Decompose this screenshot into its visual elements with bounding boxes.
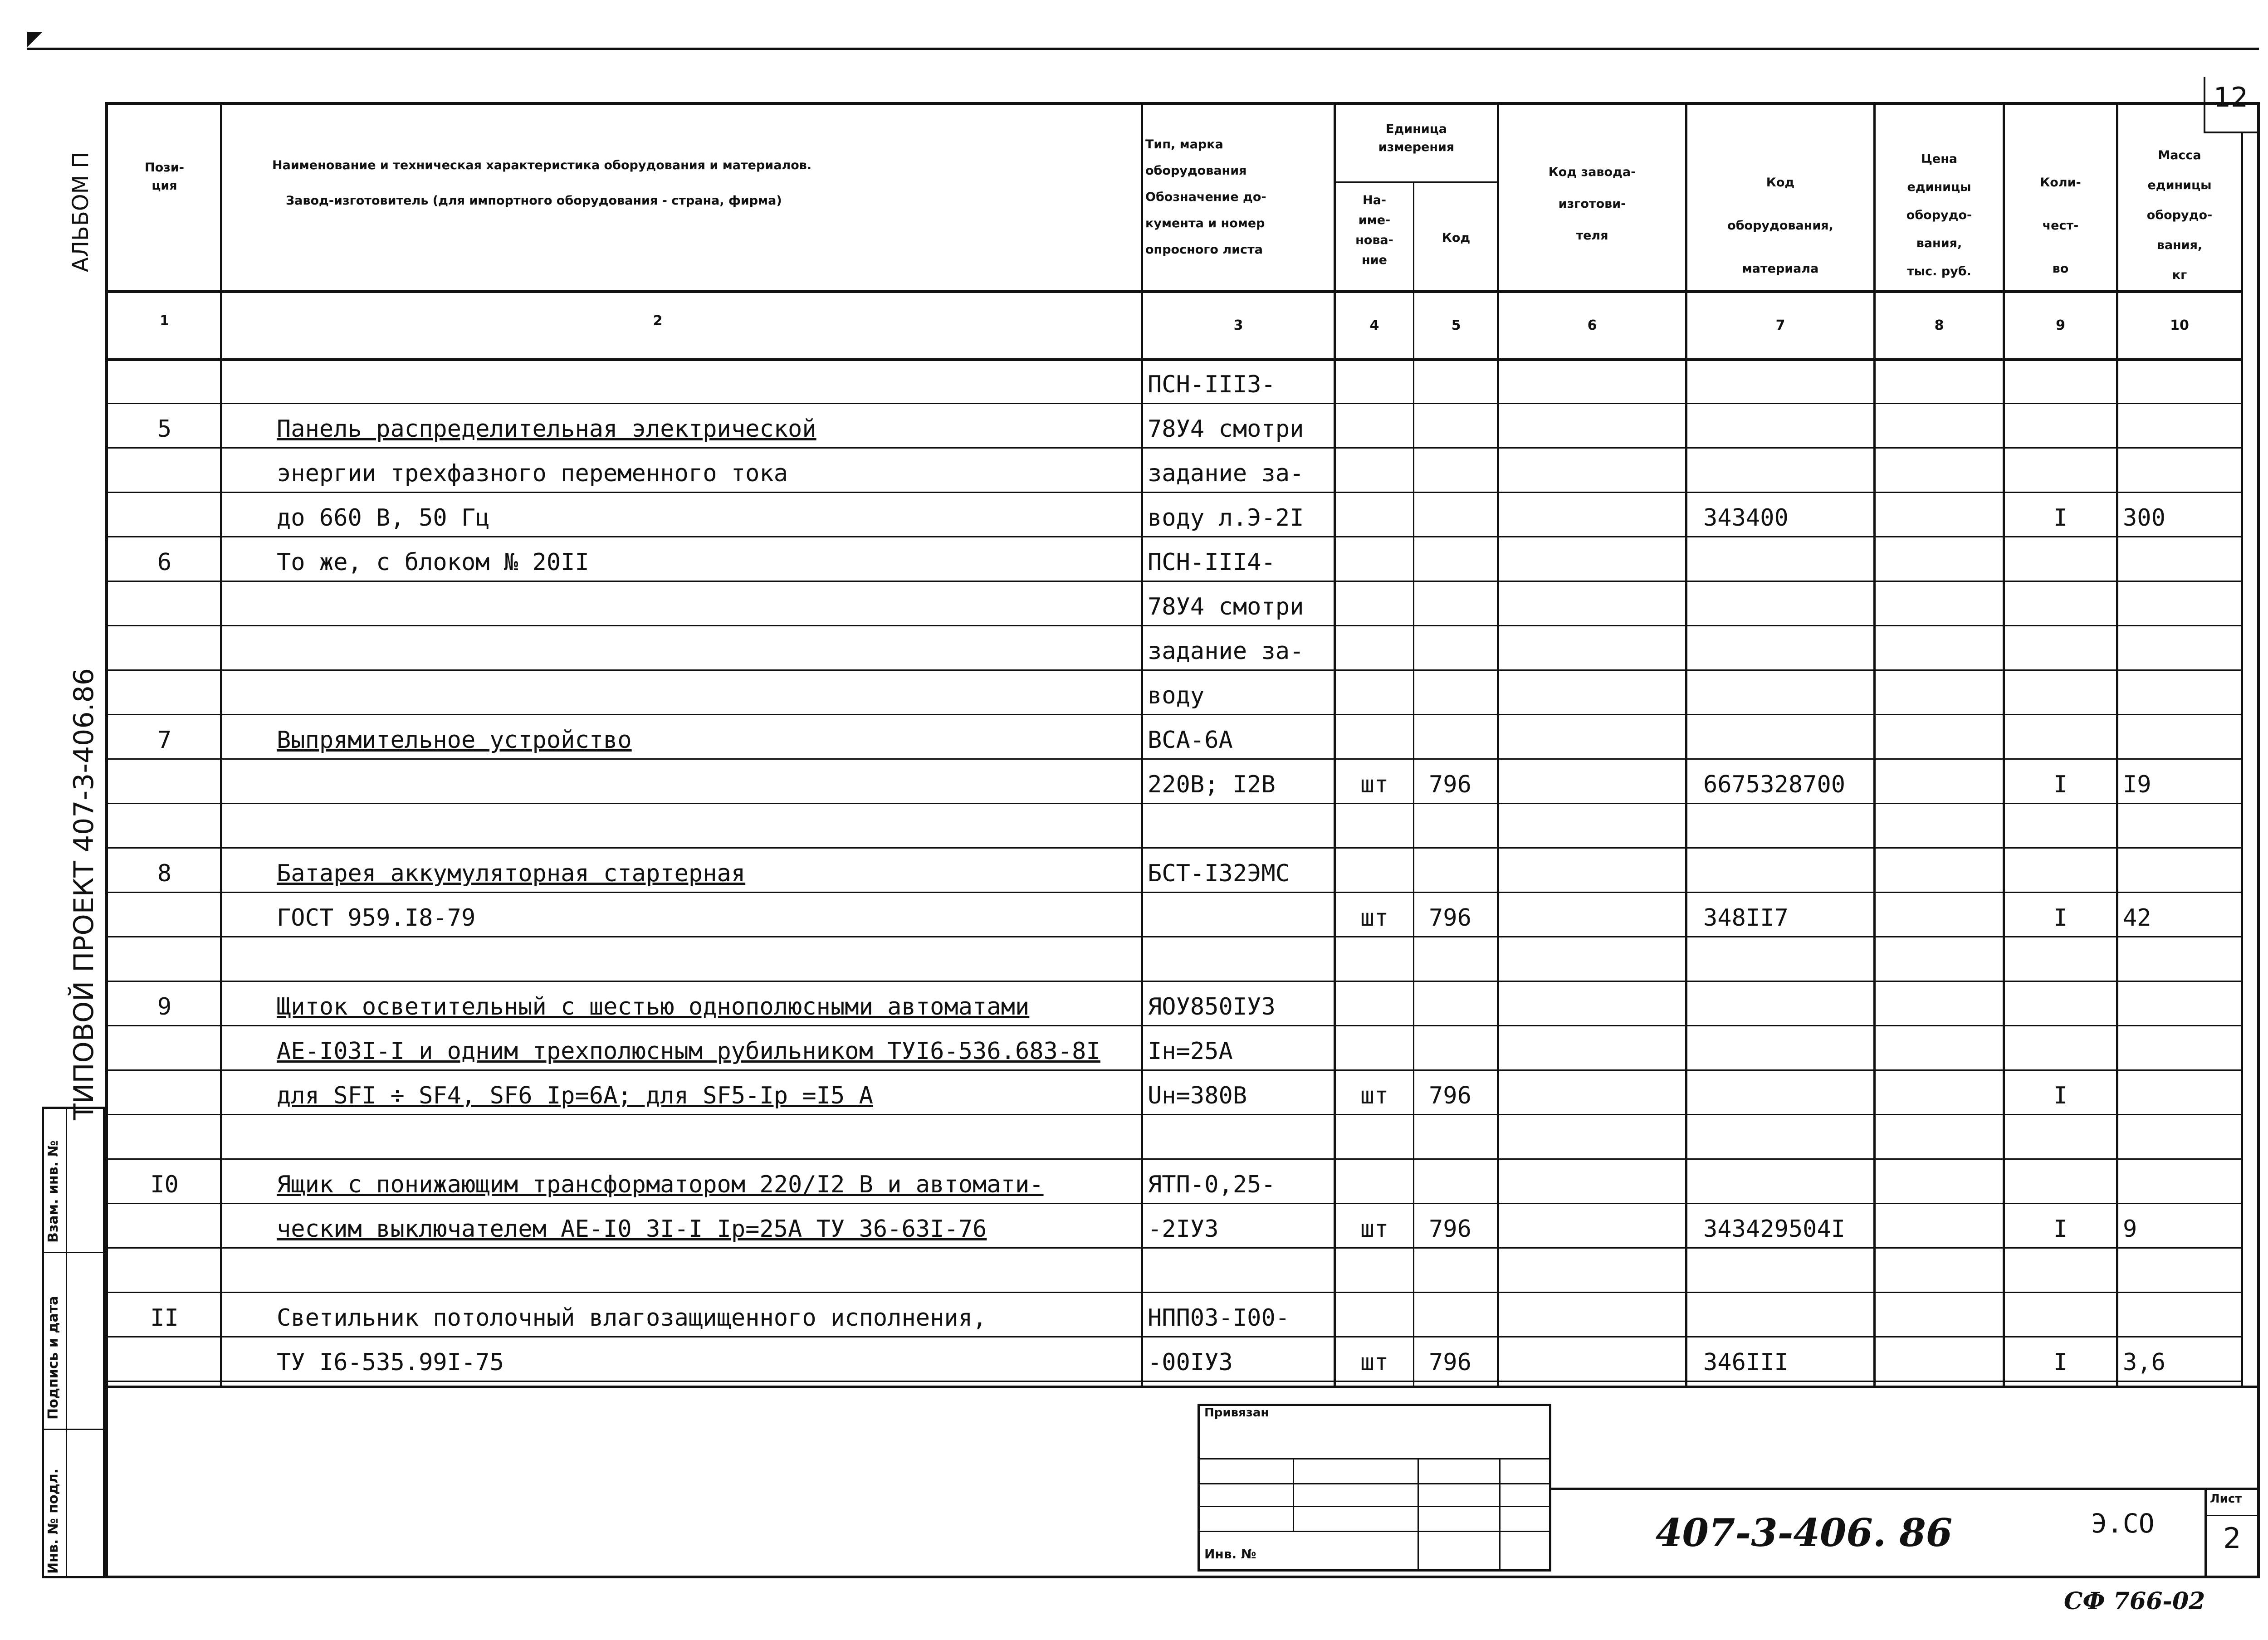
cell-type: воду л.Э-2I <box>1148 504 1304 532</box>
hdr-mass: Масса единицы оборудо- вания, кг <box>2146 148 2213 282</box>
row-line <box>105 1069 2242 1071</box>
hdr-pos: Пози- ция <box>145 161 184 193</box>
cell-type: 220В; I2В <box>1148 771 1276 798</box>
row-line <box>105 892 2242 893</box>
stamp-inv-podl: Инв. № подл. <box>45 1468 61 1574</box>
cell-type: Iн=25А <box>1148 1038 1233 1065</box>
cell-pos: II <box>150 1304 179 1332</box>
doc-code: 407-3-406. 86 <box>1656 1510 1953 1555</box>
cell-type: ЯТП-0,25- <box>1148 1171 1276 1198</box>
cell-type: задание за- <box>1148 460 1304 487</box>
cell-equip: 343400 <box>1703 504 1789 532</box>
cell-name: То же, с блоком № 20II <box>277 549 589 576</box>
cell-qty: I <box>2053 504 2068 532</box>
project-label: ТИПОВОЙ ПРОЕКТ 407-3-406.86 <box>68 668 100 1120</box>
cell-name: Ящик с понижающим трансформатором 220/I2 В и автомати- <box>277 1171 1044 1198</box>
cell-mass: 42 <box>2123 904 2151 932</box>
hdr-type: Тип, марка оборудования Обозначение до- кумента и номер опросного листа <box>1145 137 1266 257</box>
hdr-unit-name: На- име- нова- ние <box>1355 193 1393 267</box>
cell-name: ТУ I6-535.99I-75 <box>277 1349 504 1376</box>
row-line <box>105 669 2242 671</box>
cell-type: -00IУ3 <box>1148 1349 1233 1376</box>
cell-mass: 9 <box>2123 1215 2137 1243</box>
sheet-label: Лист <box>2210 1492 2242 1506</box>
cell-code: 796 <box>1429 771 1471 798</box>
cell-type: 78У4 смотри <box>1148 593 1304 620</box>
row-line <box>105 536 2242 537</box>
cell-pos: 6 <box>157 549 172 576</box>
row-line <box>105 981 2242 982</box>
cell-equip: 348II7 <box>1703 904 1789 932</box>
hdr-unit-code: Код <box>1442 231 1471 245</box>
cell-type: ЯОУ850IУ3 <box>1148 993 1276 1020</box>
sheet-num: 2 <box>2223 1522 2241 1555</box>
cell-qty: I <box>2053 771 2068 798</box>
footer-code: СФ 766-02 <box>2064 1587 2205 1615</box>
cell-type: ПСН-III4- <box>1148 549 1276 576</box>
cell-equip: 346III <box>1703 1349 1789 1376</box>
hdr-equip-code: Код оборудования, материала <box>1727 176 1833 276</box>
row-line <box>105 1025 2242 1026</box>
cell-mass: I9 <box>2123 771 2151 798</box>
cell-unit: шт <box>1360 1082 1389 1109</box>
inv-no-label: Инв. № <box>1204 1547 1256 1562</box>
cell-mass: 300 <box>2123 504 2165 532</box>
cell-type: ВСА-6А <box>1148 727 1233 754</box>
cell-name: АЕ-I03I-I и одним трехполюсным рубильником ТУI6-536.683-8I <box>277 1038 1100 1065</box>
cell-code: 796 <box>1429 904 1471 932</box>
cell-type: ПСН-III3- <box>1148 371 1276 398</box>
cell-name: ГОСТ 959.I8-79 <box>277 904 476 932</box>
album-label: АЛЬБОМ П <box>68 151 93 272</box>
cell-code: 796 <box>1429 1349 1471 1376</box>
row-line <box>105 1158 2242 1160</box>
cell-pos: 7 <box>157 727 172 754</box>
row-line <box>105 847 2242 849</box>
row-line <box>105 1203 2242 1204</box>
cell-name: ческим выключателем АЕ-I0 3I-I Iр=25А ТУ 36-63I-76 <box>277 1215 987 1243</box>
cell-type: БСТ-I32ЭМС <box>1148 860 1290 887</box>
row-line <box>105 803 2242 804</box>
cell-pos: 5 <box>157 415 172 443</box>
top-sheet-number: 12 <box>2213 82 2248 113</box>
cell-equip: 6675328700 <box>1703 771 1846 798</box>
cell-pos: 9 <box>157 993 172 1020</box>
cell-unit: шт <box>1360 771 1389 798</box>
hdr-name: Наименование и техническая характеристика оборудования и материалов. Завод-изготовитель (для импортного оборудования - страна, фирма) <box>272 158 812 208</box>
cell-unit: шт <box>1360 1215 1389 1243</box>
hdr-factory-code: Код завода- изготови- теля <box>1548 165 1636 243</box>
cell-name: до 660 В, 50 Гц <box>277 504 490 532</box>
cell-pos: 8 <box>157 860 172 887</box>
cell-qty: I <box>2053 904 2068 932</box>
cell-unit: шт <box>1360 904 1389 932</box>
row-line <box>105 403 2242 404</box>
cell-type: -2IУ3 <box>1148 1215 1219 1243</box>
cell-qty: I <box>2053 1082 2068 1109</box>
cell-code: 796 <box>1429 1082 1471 1109</box>
cell-type: 78У4 смотри <box>1148 415 1304 443</box>
stamp-vzam: Взам. инв. № <box>45 1140 61 1243</box>
cell-type: НПП03-I00- <box>1148 1304 1290 1332</box>
row-line <box>105 492 2242 493</box>
row-line <box>105 447 2242 449</box>
stamp-podpis: Подпись и дата <box>45 1296 61 1420</box>
hdr-price: Цена единицы оборудо- вания, тыс. руб. <box>1906 152 1972 278</box>
cell-type: Uн=380В <box>1148 1082 1247 1109</box>
row-line <box>105 1381 2242 1382</box>
row-line <box>105 936 2242 937</box>
row-line <box>105 1247 2242 1249</box>
cell-type: воду <box>1148 682 1205 709</box>
cell-pos: I0 <box>150 1171 179 1198</box>
cell-name: энергии трехфазного переменного тока <box>277 460 788 487</box>
row-line <box>105 1336 2242 1337</box>
cell-equip: 343429504I <box>1703 1215 1846 1243</box>
cell-name: Батарея аккумуляторная стартерная <box>277 860 746 887</box>
cell-unit: шт <box>1360 1349 1389 1376</box>
cell-mass: 3,6 <box>2123 1349 2165 1376</box>
corner-mark <box>27 32 43 47</box>
cell-name: Панель распределительная электрической <box>277 415 816 443</box>
cell-qty: I <box>2053 1349 2068 1376</box>
row-line <box>105 758 2242 760</box>
privyazan-label: Привязан <box>1204 1406 1269 1420</box>
row-line <box>105 1114 2242 1115</box>
cell-name: для SFI ÷ SF4, SF6 Iр=6А; для SF5-Iр =I5 А <box>277 1082 873 1109</box>
cell-code: 796 <box>1429 1215 1471 1243</box>
row-line <box>105 625 2242 626</box>
top-border-line <box>27 48 2259 50</box>
row-line <box>105 581 2242 582</box>
row-line <box>105 714 2242 715</box>
cell-name: Щиток осветительный с шестью однополюсными автоматами <box>277 993 1030 1020</box>
cell-name: Светильник потолочный влагозащищенного исполнения, <box>277 1304 987 1332</box>
hdr-qty: Коли- чест- во <box>2040 176 2081 276</box>
cell-name: Выпрямительное устройство <box>277 727 632 754</box>
cell-type: задание за- <box>1148 638 1304 665</box>
mark-code: Э.СО <box>2091 1508 2155 1539</box>
row-line <box>105 1292 2242 1293</box>
cell-qty: I <box>2053 1215 2068 1243</box>
hdr-unit: Единица измерения <box>1378 122 1455 154</box>
